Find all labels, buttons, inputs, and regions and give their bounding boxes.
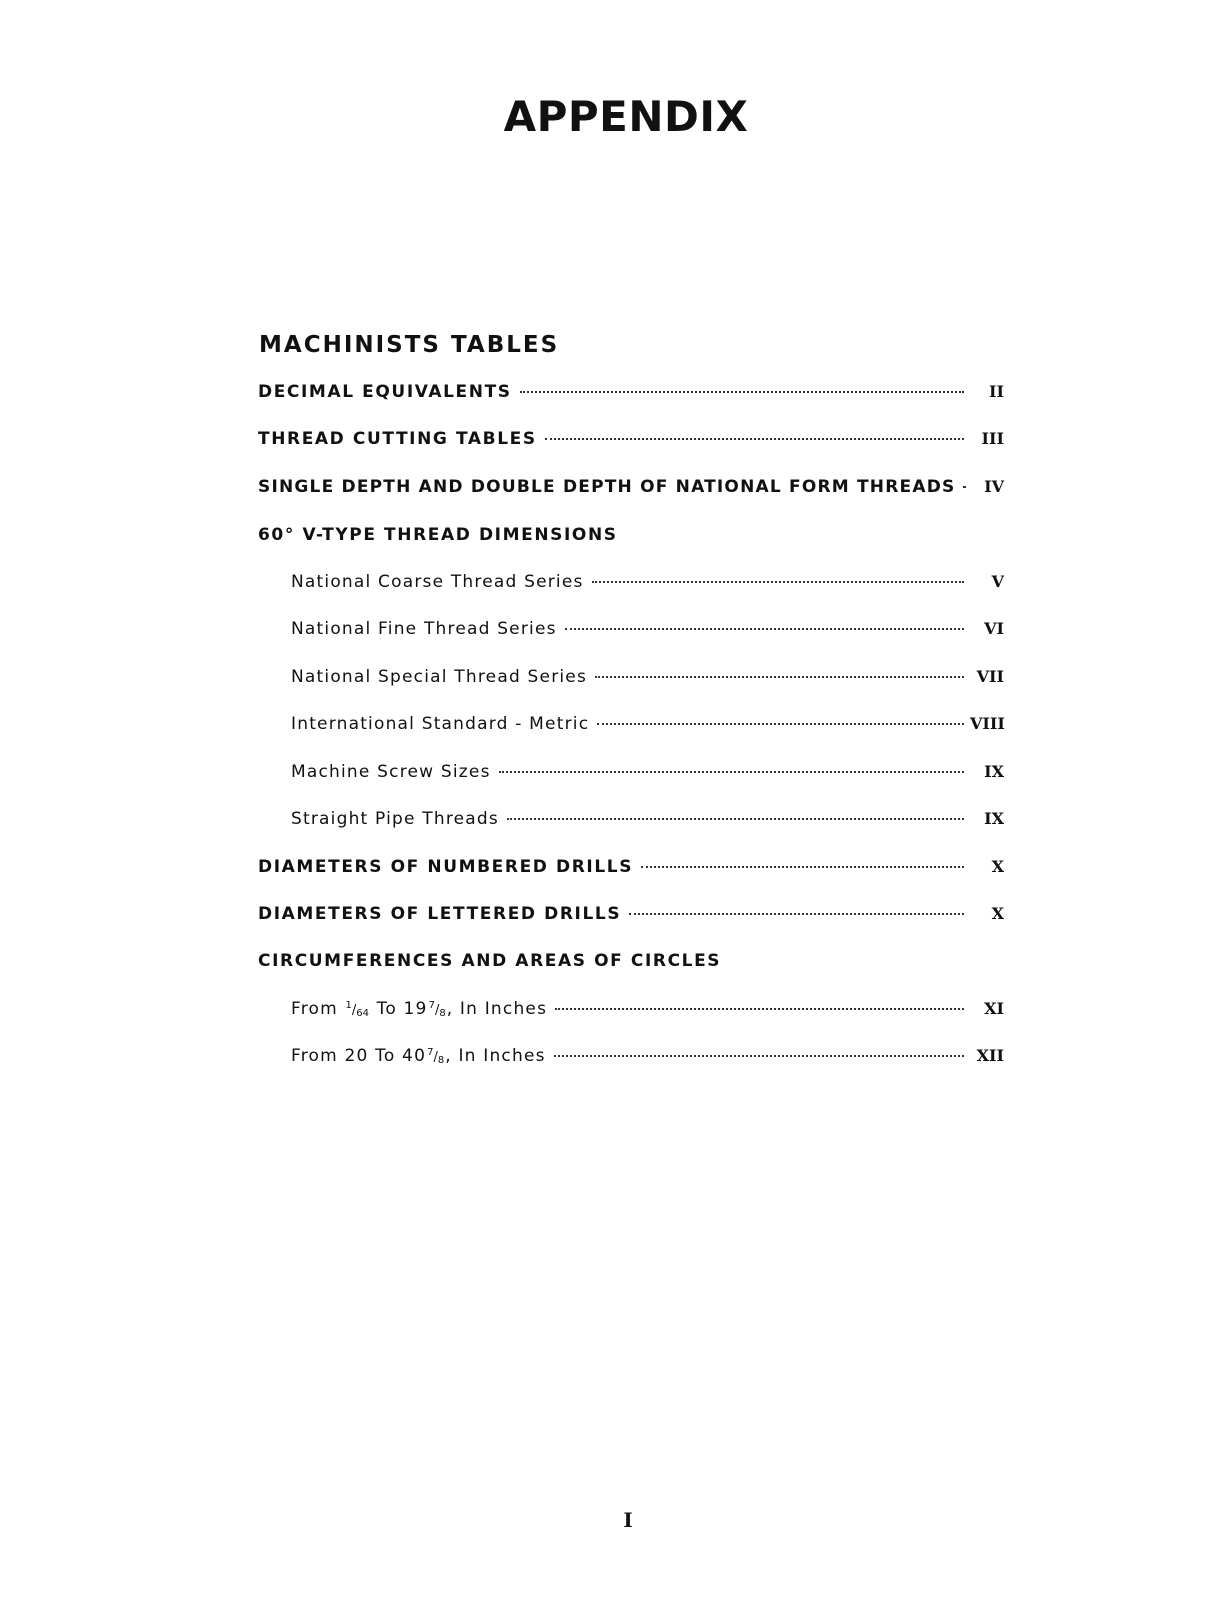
toc-entry-label: National Fine Thread Series: [291, 619, 557, 639]
toc-label-part: From: [291, 999, 338, 1019]
toc-entry-page: V: [991, 572, 1004, 591]
toc-entry-label: [291, 1046, 546, 1066]
toc-entry-label: DIAMETERS OF NUMBERED DRILLS: [258, 857, 634, 877]
toc-entry-page: II: [989, 382, 1004, 401]
toc-entry-circles-1-64-to-19-7-8[interactable]: [291, 999, 1004, 1025]
toc-entry-label: DIAMETERS OF LETTERED DRILLS: [258, 904, 622, 924]
toc-entry-page: X: [991, 904, 1004, 923]
toc-leader-dots: [507, 818, 964, 820]
toc-entry-label: [291, 999, 547, 1019]
fraction-numerator: 1: [345, 1000, 352, 1011]
toc-label-part: , In Inches: [446, 999, 548, 1019]
fraction-slash: /: [351, 1003, 357, 1018]
toc-leader-dots: [963, 486, 964, 488]
toc-entry-label: Machine Screw Sizes: [291, 762, 491, 782]
toc-entry-machine-screw-sizes[interactable]: [291, 762, 1004, 788]
toc-entry-label: International Standard - Metric: [291, 714, 590, 734]
toc-entry-label: National Coarse Thread Series: [291, 572, 584, 592]
fraction-denominator: 8: [437, 1055, 445, 1066]
fraction: [427, 1047, 444, 1066]
toc-leader-dots: [565, 628, 964, 630]
fraction: [346, 1000, 370, 1019]
toc-entry-page: XI: [984, 999, 1004, 1018]
toc-leader-dots: [499, 771, 964, 773]
toc-entry-page: IV: [984, 477, 1004, 496]
toc-entry-page: IX: [984, 809, 1004, 828]
toc-entry-international-metric[interactable]: [291, 714, 1004, 740]
toc-heading-v-type-thread-dimensions: [258, 525, 1004, 551]
page-title: APPENDIX: [503, 92, 749, 141]
toc-entry-page: IX: [984, 762, 1004, 781]
page-number: I: [623, 1508, 633, 1532]
toc-heading-circumferences-areas: [258, 951, 1004, 977]
fraction-denominator: 8: [439, 1008, 446, 1019]
toc-entry-lettered-drills[interactable]: [258, 904, 1004, 930]
toc-leader-dots: [592, 581, 964, 583]
fraction-numerator: 7: [428, 1000, 435, 1011]
fraction-slash: /: [434, 1003, 440, 1018]
fraction-denominator: 64: [356, 1008, 370, 1019]
toc-entry-national-coarse[interactable]: [291, 572, 1004, 598]
toc-leader-dots: [629, 913, 964, 915]
toc-leader-dots: [520, 391, 964, 393]
toc-entry-label: National Special Thread Series: [291, 667, 588, 687]
toc-leader-dots: [554, 1055, 964, 1057]
toc-entry-page: VI: [984, 619, 1004, 638]
fraction-slash: /: [433, 1050, 438, 1065]
toc-entry-label: Straight Pipe Threads: [291, 809, 499, 829]
toc-entry-numbered-drills[interactable]: [258, 857, 1004, 883]
toc-entry-label: CIRCUMFERENCES AND AREAS OF CIRCLES: [258, 951, 722, 971]
toc-entry-label: DECIMAL EQUIVALENTS: [258, 382, 512, 402]
toc-leader-dots: [641, 866, 964, 868]
toc-label-part: To 19: [376, 999, 428, 1019]
fraction-numerator: 7: [427, 1047, 434, 1058]
toc-entry-label: THREAD CUTTING TABLES: [258, 429, 537, 449]
section-title: MACHINISTS TABLES: [259, 332, 560, 358]
toc-leader-dots: [555, 1008, 964, 1010]
toc-entry-straight-pipe-threads[interactable]: [291, 809, 1004, 835]
toc-entry-page: X: [991, 857, 1004, 876]
toc-entry-national-fine[interactable]: [291, 619, 1004, 645]
toc-entry-page: VII: [976, 667, 1004, 686]
toc-leader-dots: [595, 676, 964, 678]
toc-entry-national-special[interactable]: [291, 667, 1004, 693]
toc-entry-page: XII: [976, 1046, 1004, 1065]
toc-label-part: From 20 To 40: [291, 1046, 427, 1066]
toc-entry-label: 60° V-TYPE THREAD DIMENSIONS: [258, 525, 618, 545]
fraction: [429, 1000, 446, 1019]
toc-entry-decimal-equivalents[interactable]: [258, 382, 1004, 408]
toc-entry-label: SINGLE DEPTH AND DOUBLE DEPTH OF NATIONAL FORM THREADS: [258, 477, 956, 497]
toc-leader-dots: [545, 438, 964, 440]
toc-leader-dots: [597, 723, 964, 725]
toc-entry-thread-cutting-tables[interactable]: [258, 429, 1004, 455]
toc-entry-page: VIII: [970, 714, 1005, 733]
toc-label-part: , In Inches: [445, 1046, 546, 1066]
toc-entry-single-double-depth[interactable]: [258, 477, 1004, 503]
toc-entry-circles-20-to-40-7-8[interactable]: [291, 1046, 1004, 1072]
toc-entry-page: III: [981, 429, 1004, 448]
